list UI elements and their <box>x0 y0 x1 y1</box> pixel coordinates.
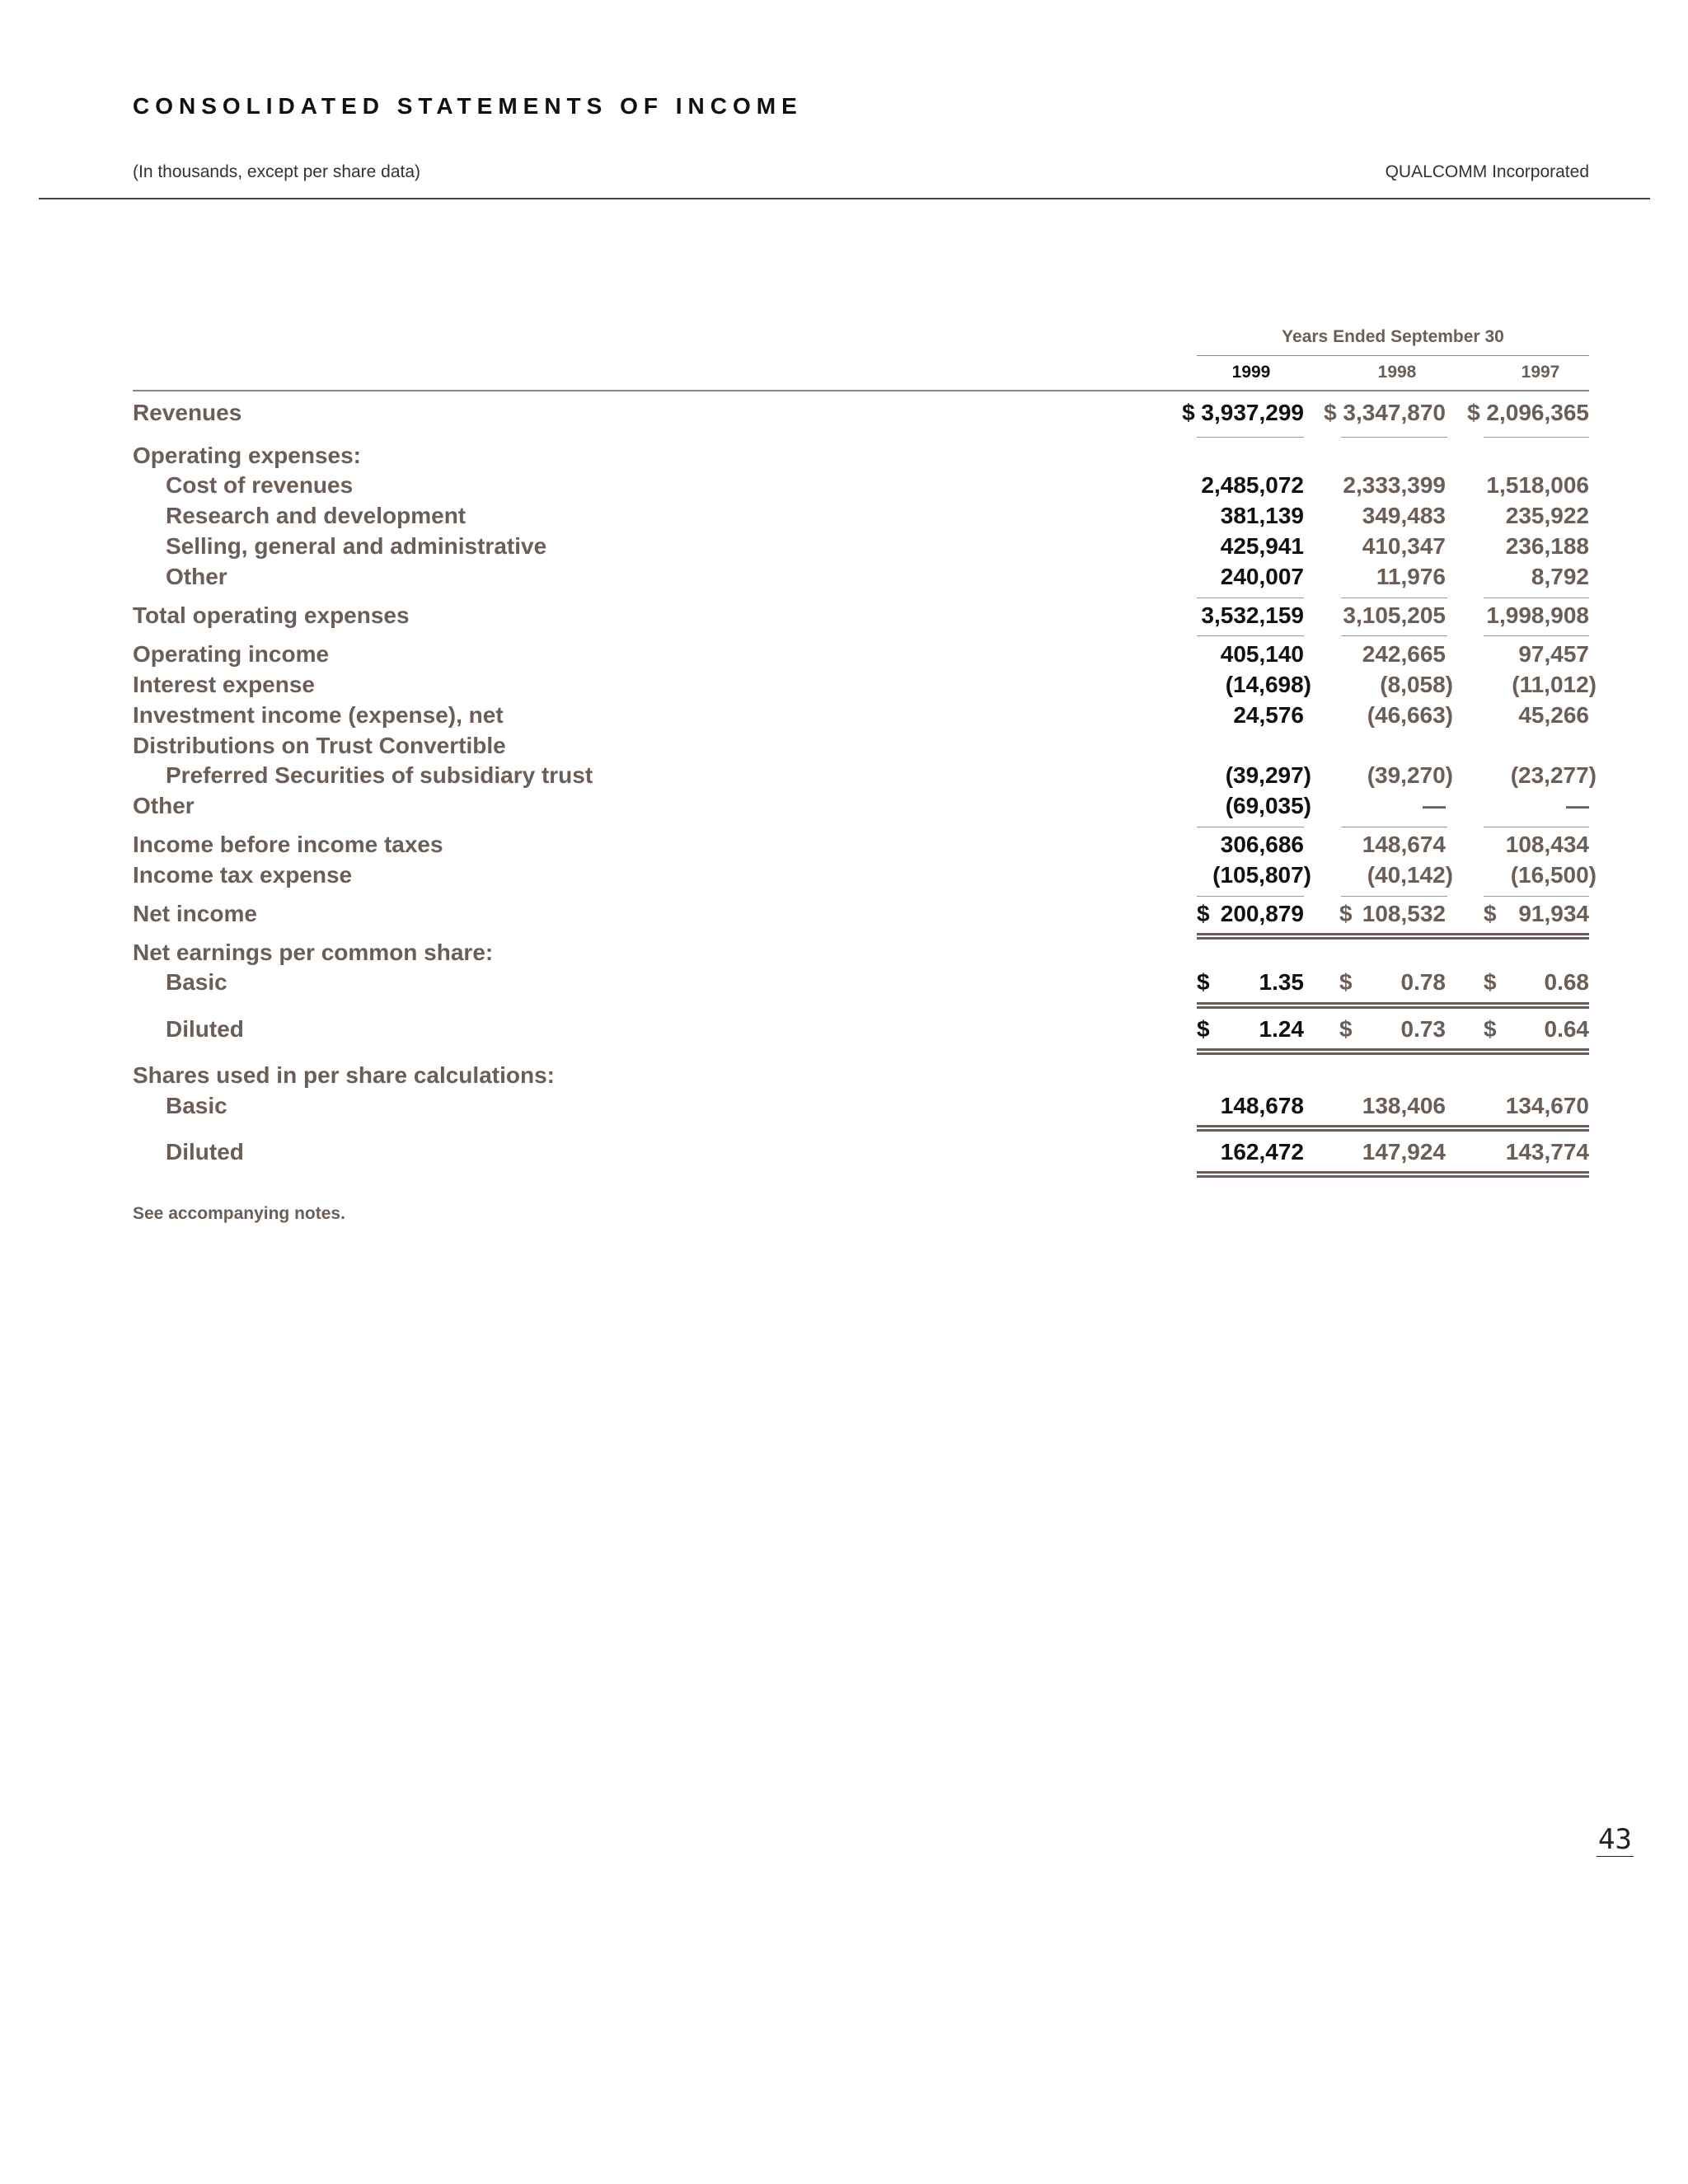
value-1997: 45,266 <box>1518 702 1589 728</box>
rule <box>1484 437 1589 438</box>
row-label: Basic <box>166 969 227 995</box>
value-1997: — <box>1566 793 1589 818</box>
row-research-development <box>0 503 1688 533</box>
value-1999: 306,686 <box>1220 832 1304 857</box>
double-rule <box>1197 1002 1589 1009</box>
row-operating-income <box>0 641 1688 672</box>
value-1998: 0.73 <box>1400 1016 1446 1042</box>
value-1998: 0.78 <box>1400 969 1446 995</box>
currency-symbol: $ <box>1339 1016 1353 1042</box>
currency-symbol: $ <box>1197 1016 1210 1042</box>
row-preferred-securities <box>0 762 1688 793</box>
value-1998: 410,347 <box>1362 533 1446 559</box>
statement-title: CONSOLIDATED STATEMENTS OF INCOME <box>133 93 803 119</box>
row-cost-of-revenues <box>0 472 1688 503</box>
rule <box>1341 635 1447 636</box>
value-1999: 405,140 <box>1220 641 1304 667</box>
year-1998: 1998 <box>1377 363 1417 382</box>
value-1999: 148,678 <box>1220 1093 1304 1118</box>
value-1997: 1,998,908 <box>1486 602 1589 628</box>
value-1999: (69,035) <box>1225 793 1311 818</box>
value-1997: 143,774 <box>1505 1139 1589 1165</box>
value-1998: 2,333,399 <box>1343 472 1446 498</box>
row-label: Total operating expenses <box>133 602 410 628</box>
units-note: (In thousands, except per share data) <box>133 162 421 181</box>
value-1998: 242,665 <box>1362 641 1446 667</box>
row-label: Distributions on Trust Convertible <box>133 733 506 758</box>
value-1999: 240,007 <box>1220 564 1304 589</box>
value-1997: 0.64 <box>1544 1016 1589 1042</box>
value-1998: (46,663) <box>1367 702 1453 728</box>
row-eps-diluted <box>0 1016 1688 1047</box>
rule <box>1484 635 1589 636</box>
row-label: Operating expenses: <box>133 443 361 468</box>
currency-symbol: $ <box>1484 1016 1497 1042</box>
rule <box>1341 437 1447 438</box>
value-1997: (11,012) <box>1512 672 1597 697</box>
value-1997: 108,434 <box>1505 832 1589 857</box>
row-shares-heading <box>0 1062 1688 1093</box>
value-1998: (40,142) <box>1367 862 1453 888</box>
row-sga <box>0 533 1688 564</box>
row-label: Other <box>166 564 227 589</box>
value-1997: (16,500) <box>1510 862 1597 888</box>
page-number: 43 <box>1598 1823 1632 1856</box>
currency-symbol: $ <box>1197 901 1210 926</box>
row-label: Diluted <box>166 1139 244 1165</box>
value-1998: 148,674 <box>1362 832 1446 857</box>
value-1997: 0.68 <box>1544 969 1589 995</box>
value-1999: 200,879 <box>1220 901 1304 926</box>
value-1997: (23,277) <box>1510 762 1597 788</box>
row-label: Income before income taxes <box>133 832 443 857</box>
currency-symbol: $ <box>1339 969 1353 995</box>
row-label: Income tax expense <box>133 862 353 888</box>
rule <box>1341 896 1447 897</box>
value-1997: 235,922 <box>1505 503 1589 528</box>
row-label: Other <box>133 793 195 818</box>
value-1998: (39,270) <box>1367 762 1453 788</box>
row-investment-income <box>0 702 1688 733</box>
row-eps-heading <box>0 940 1688 970</box>
value-1997: 134,670 <box>1505 1093 1589 1118</box>
value-1997: 1,518,006 <box>1486 472 1589 498</box>
value-1999: 162,472 <box>1220 1139 1304 1165</box>
row-income-before-taxes <box>0 832 1688 862</box>
rule <box>1197 635 1304 636</box>
currency-symbol: $ <box>1197 969 1210 995</box>
row-label: Cost of revenues <box>166 472 354 498</box>
double-rule <box>1197 1048 1589 1055</box>
row-label: Net earnings per common share: <box>133 940 494 965</box>
header-divider <box>39 198 1650 199</box>
header-rule <box>133 390 1589 391</box>
row-eps-basic <box>0 969 1688 1000</box>
value-1999: 425,941 <box>1220 533 1304 559</box>
currency-symbol: $ <box>1484 969 1497 995</box>
year-1999: 1999 <box>1231 363 1271 382</box>
rule <box>1484 896 1589 897</box>
row-operating-expenses-heading <box>0 443 1688 473</box>
value-1999: 3,532,159 <box>1201 602 1304 628</box>
row-label: Research and development <box>166 503 467 528</box>
value-1999: 1.35 <box>1259 969 1304 995</box>
row-label: Investment income (expense), net <box>133 702 504 728</box>
row-label: Diluted <box>166 1016 244 1042</box>
row-label: Operating income <box>133 641 330 667</box>
double-rule <box>1197 1171 1589 1178</box>
row-label: Net income <box>133 901 257 926</box>
row-distributions-heading <box>0 733 1688 763</box>
row-label: Revenues <box>133 400 242 425</box>
year-1997: 1997 <box>1521 363 1560 382</box>
value-1998: 147,924 <box>1362 1139 1446 1165</box>
value-1998: — <box>1423 793 1446 818</box>
row-other-operating <box>0 564 1688 594</box>
row-label: Preferred Securities of subsidiary trust <box>166 762 593 788</box>
value-1998: 138,406 <box>1362 1093 1446 1118</box>
row-shares-basic <box>0 1093 1688 1123</box>
value-1998: 11,976 <box>1376 564 1446 589</box>
row-label: Basic <box>166 1093 227 1118</box>
row-income-tax-expense <box>0 862 1688 893</box>
row-revenues <box>0 400 1688 430</box>
value-1998: 108,532 <box>1362 901 1446 926</box>
value-1998: 349,483 <box>1362 503 1446 528</box>
value-1999: $ 3,937,299 <box>1182 400 1304 425</box>
value-1997: 8,792 <box>1531 564 1589 589</box>
currency-symbol: $ <box>1484 901 1497 926</box>
rule <box>1197 896 1304 897</box>
value-1997: 236,188 <box>1505 533 1589 559</box>
row-label: Shares used in per share calculations: <box>133 1062 555 1088</box>
value-1999: 2,485,072 <box>1201 472 1304 498</box>
currency-symbol: $ <box>1339 901 1353 926</box>
company-name: QUALCOMM Incorporated <box>1385 162 1589 181</box>
double-rule <box>1197 1125 1589 1132</box>
value-1997: $ 2,096,365 <box>1467 400 1589 425</box>
value-1999: 381,139 <box>1220 503 1304 528</box>
value-1998: 3,105,205 <box>1343 602 1446 628</box>
value-1999: (39,297) <box>1225 762 1311 788</box>
double-rule <box>1197 933 1589 940</box>
value-1998: (8,058) <box>1380 672 1453 697</box>
rule <box>1197 437 1304 438</box>
period-heading: Years Ended September 30 <box>1282 327 1504 346</box>
row-label: Interest expense <box>133 672 315 697</box>
row-net-income <box>0 901 1688 931</box>
value-1997: 97,457 <box>1518 641 1589 667</box>
value-1997: 91,934 <box>1518 901 1589 926</box>
value-1999: 1.24 <box>1259 1016 1304 1042</box>
row-other-income <box>0 793 1688 823</box>
row-label: Selling, general and administrative <box>166 533 547 559</box>
row-total-operating-expenses <box>0 602 1688 633</box>
value-1999: 24,576 <box>1233 702 1304 728</box>
footnote: See accompanying notes. <box>133 1204 345 1223</box>
row-interest-expense <box>0 672 1688 702</box>
value-1998: $ 3,347,870 <box>1324 400 1446 425</box>
period-rule <box>1197 355 1589 356</box>
value-1999: (14,698) <box>1225 672 1311 697</box>
value-1999: (105,807) <box>1212 862 1311 888</box>
row-shares-diluted <box>0 1139 1688 1169</box>
